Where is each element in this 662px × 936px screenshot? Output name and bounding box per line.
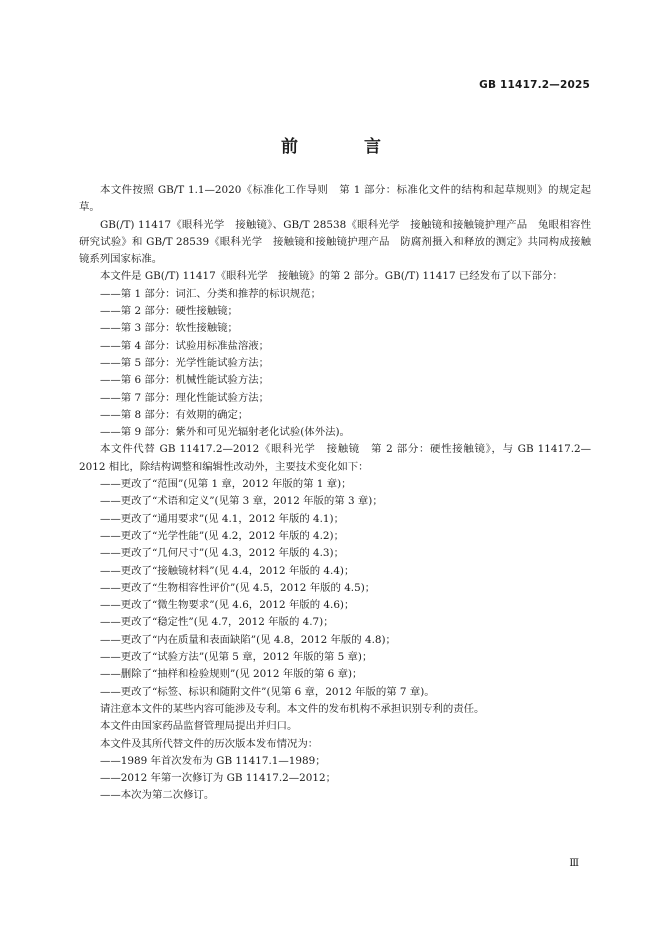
list-item: ——更改了“范围”(见第 1 章，2012 年版的第 1 章)； [100,478,352,491]
paragraph-replacement: 本文件代替 GB 11417.2—2012《眼科光学 接触镜 第 2 部分：硬性接触镜》，与 GB 11417.2—2012 相比，除结构调整和编辑性改动外，主要技术变化如下： [79,443,591,473]
list-item: ——更改了“试验方法”(见第 5 章，2012 年版的第 5 章)； [100,651,373,664]
list-item: ——更改了“几何尺寸”(见 4.3，2012 年版的 4.3)； [100,547,344,560]
paragraph-proposer: 本文件由国家药品监督管理局提出并归口。 [100,720,298,733]
list-item: ——第 4 部分：试验用标准盐溶液； [100,339,270,352]
foreword-body [79,182,591,805]
list-item: ——更改了“光学性能”(见 4.2，2012 年版的 4.2)； [100,529,344,542]
standard-number: GB 11417.2—2025 [479,79,590,91]
changes-list [79,476,591,701]
list-item: ——更改了“标签、标识和随附文件”(见第 6 章，2012 年版的第 7 章)。 [100,685,435,698]
list-item: ——更改了“生物相容性评价”(见 4.5，2012 年版的 4.5)； [100,581,376,594]
paragraph-drafting-rules: 本文件按照 GB/T 1.1—2020《标准化工作导则 第 1 部分：标准化文件的结构和起草规则》的规定起草。 [79,184,591,214]
list-item: ——第 1 部分：词汇、分类和推荐的标识规范； [100,287,322,300]
page-number: Ⅲ [569,858,579,869]
page-title: 前 言 [281,137,411,157]
list-item: ——2012 年第一次修订为 GB 11417.2—2012； [100,772,336,785]
list-item: ——本次为第二次修订。 [100,789,215,802]
paragraph-history-intro: 本文件及其所代替文件的历次版本发布情况为： [100,737,319,750]
list-item: ——第 5 部分：光学性能试验方法； [100,356,270,369]
paragraph-series: GB(/T) 11417《眼科光学 接触镜》、GB/T 28538《眼科光学 接触镜和接触镜护理产品 兔眼相容性研究试验》和 GB/T 28539《眼科光学 接触镜和接触镜护理产品 防腐剂摄入和释放的测定》共同构成接触镜系列国家标准。 [79,218,591,266]
list-item: ——更改了“内在质量和表面缺陷”(见 4.8，2012 年版的 4.8)； [100,633,396,646]
list-item: ——更改了“稳定性”(见 4.7，2012 年版的 4.7)； [100,616,334,629]
list-item: ——第 7 部分：理化性能试验方法； [100,391,270,404]
list-item: ——第 6 部分：机械性能试验方法； [100,374,270,387]
list-item: ——更改了“通用要求”(见 4.1，2012 年版的 4.1)； [100,512,344,525]
list-item: ——删除了“抽样和检验规则”(见 2012 年版的第 6 章)； [100,668,363,681]
paragraph-patent-notice: 请注意本文件的某些内容可能涉及专利。本文件的发布机构不承担识别专利的责任。 [100,702,485,715]
list-item: ——1989 年首次发布为 GB 11417.1—1989； [100,754,326,767]
history-list [79,753,591,805]
list-item: ——第 9 部分：紫外和可见光辐射老化试验(体外法)。 [100,426,350,439]
list-item: ——更改了“术语和定义”(见第 3 章，2012 年版的第 3 章)； [100,495,383,508]
list-item: ——第 8 部分：有效期的确定； [100,408,249,421]
list-item: ——第 3 部分：软性接触镜； [100,322,238,335]
paragraph-parts-intro: 本文件是 GB(/T) 11417《眼科光学 接触镜》的第 2 部分。GB(/T) 11417 已经发布了以下部分： [100,270,563,283]
parts-list [79,286,591,442]
list-item: ——更改了“微生物要求”(见 4.6，2012 年版的 4.6)； [100,599,355,612]
list-item: ——更改了“接触镜材料”(见 4.4，2012 年版的 4.4)； [100,564,355,577]
list-item: ——第 2 部分：硬性接触镜； [100,305,238,318]
